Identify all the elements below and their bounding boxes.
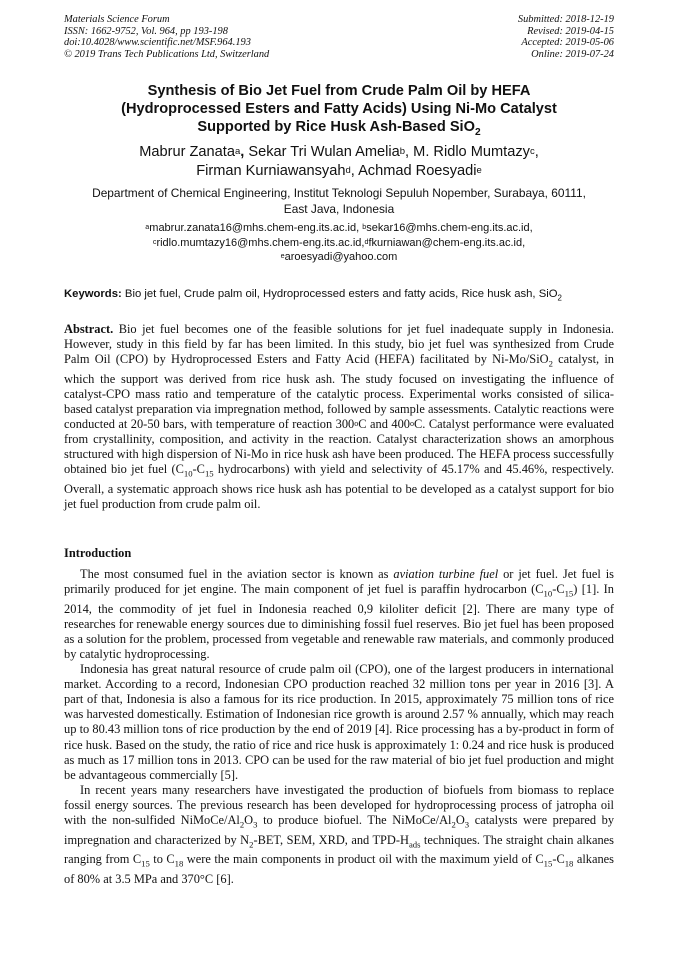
journal-info <box>64 14 269 60</box>
date-online: Online: 2019-07-24 <box>531 48 614 60</box>
abstract: Abstract. Bio jet fuel becomes one of the feasible solutions for jet fuel inadequate supply in Indonesia. However, study in this field by far has been limited. In this study, bio jet fuel was synthesized from Crude Palm Oil (CPO) by Hydroprocessed Esters and Fatty Acid (HEFA) facilitated by Ni-Mo/SiO$_2$ catalyst, in which the support was derived from rice husk ash. The study focused on investigating the influence of catalyst-CPO mass ratio and temperature of the catalytic process. Experimental works consisted of silica-based catalyst preparation via impregnation method, followed by sample assessments. Catalytic reactions were conducted at 20-50 bars, with temperature of reaction 300$^o$C and 400$^o$C. Catalyst performance were evaluated from crystallinity, composition, and activity in the reaction. Catalyst characterization shows an amorphous structured with high dispersion of Ni-Mo in rice husk ash have been produced. The HEFA process successfully obtained bio jet fuel ($C_{10}-C_{15}$ hydrocarbons) with yield and selectivity of 45.17% and 45.46%, respectively. Overall, a systematic approach shows rice husk ash has potential to be developed as a catalyst support for bio jet fuel production from crude palm oil. <box>64 322 615 511</box>
title-line-3: Supported by Rice Husk Ash-Based SiO$_2$ <box>197 119 481 139</box>
author: M. Ridlo Mumtazy <box>413 144 530 160</box>
date-submitted: Submitted: 2018-12-19 <box>517 14 614 25</box>
affiliation: Department of Chemical Engineering, Institut Teknologi Sepuluh Nopember, Surabaya, 60111, East Java, Indonesia <box>92 186 586 216</box>
author: Mabrur Zanata <box>139 144 235 160</box>
paragraph: In recent years many researchers have investigated the production of biofuels from biomass to replace fossil energy sources. The previous research has been developed for hydroprocessing process of jatropha oil with the non-sulfided NiMoCe/$Al_2O_3$ to produce biofuel. The NiMoCe/$Al_2O_3$ catalysts were prepared by impregnation and characterized by $N_2$-BET, SEM, XRD, and TPD-$H_{ads}$ techniques. The straight chain alkanes ranging from $C_{15}$ to $C_{18}$ were the main components in product oil with the maximum yield of $C_{15}-C_{18}$ alkanes of 80% at 3.5 MPa and 370°C [6]. <box>64 782 615 886</box>
keywords-text: Bio jet fuel, Crude palm oil, Hydroprocessed esters and fatty acids, Rice husk ash, SiO <box>124 288 558 300</box>
introduction <box>64 567 614 887</box>
section-heading-introduction: Introduction <box>64 546 132 560</box>
author: Firman Kurniawansyah <box>196 163 346 179</box>
journal-doi[interactable]: doi:10.4028/www.scientific.net/MSF.964.193 <box>64 37 251 49</box>
publication-dates <box>518 14 614 60</box>
email-link[interactable]: aroesyadi@yahoo.com <box>284 251 398 264</box>
paragraph: The most consumed fuel in the aviation sector is known as aviation turbine fuel or jet fuel. Jet fuel is primarily produced for jet engine. The main component of jet fuel is paraffin hydrocarbon $(C_{10}-C_{15})$ [1]. In 2014, the commodity of jet fuel in Indonesia reached 0,9 kiloliter deficit [2]. There are many type of researches for renewable energy sources due to diminishing fossil fuel reserves. Bio jet fuel has been proposed as a solution for the problem, processed from vegetable and renewable raw materials, and commonly produced by catalytic hydroprocessing. <box>64 567 614 661</box>
date-accepted: Accepted: 2019-05-06 <box>521 37 614 49</box>
title-line-1: Synthesis of Bio Jet Fuel from Crude Palm Oil by HEFA <box>147 83 531 99</box>
email-link[interactable]: fkurniawan@chem-eng.its.ac.id <box>368 236 523 249</box>
email-link[interactable]: mabrur.zanata16@mhs.chem-eng.its.ac.id <box>149 222 357 234</box>
author-list: Mabrur Zanata$^a$, Sekar Tri Wulan Amelia$^b$, M. Ridlo Mumtazy$^c$, Firman Kurniawansyah$^d$, Achmad Roesyadi$^e$ <box>139 144 539 179</box>
email-list: $^a$mabrur.zanata16@mhs.chem-eng.its.ac.id, $^b$sekar16@mhs.chem-eng.its.ac.id, $^c$ridlo.mumtazy16@mhs.chem-eng.its.ac.id,$^d$fkurniawan@chem-eng.its.ac.id, $^e$aroesyadi@yahoo.com <box>145 222 533 264</box>
author: Sekar Tri Wulan Amelia <box>248 144 400 160</box>
paragraph: Indonesia has great natural resource of crude palm oil (CPO), one of the largest producers in international market. According to a record, Indonesian CPO production reached 32 million tons per year in 2016 [3]. A part of that, Indonesia is also a famous for its rice production. In 2015, approximately 75 million tons of rice was harvested domestically. Estimation of Indonesian rice growth is around 2.57 % annually, which may reach up to 80.43 million tons of rice production by the end of 2019 [4]. Rice processing has a by-product in form of rice husk. Based on the study, the ratio of rice and rice husk is approximately 1: 0.24 and rice husk is produced as much as 17 million tons in 2013. CPO can be used for the raw material of bio jet fuel production and might be advantageous commercially [5]. <box>64 662 614 782</box>
journal-name: Materials Science Forum <box>64 14 170 25</box>
journal-copyright: © 2019 Trans Tech Publications Ltd, Switzerland <box>64 48 270 60</box>
keywords: Keywords: Bio jet fuel, Crude palm oil, Hydroprocessed esters and fatty acids, Rice husk ash, SiO$_2$ <box>64 288 562 303</box>
paper-title <box>64 82 614 143</box>
journal-issn: ISSN: 1662-9752, Vol. 964, pp 193-198 <box>64 25 228 37</box>
title-line-2: (Hydroprocessed Esters and Fatty Acids) Using Ni-Mo Catalyst <box>121 101 557 118</box>
date-revised: Revised: 2019-04-15 <box>527 25 614 37</box>
abstract-label: Abstract. <box>64 322 114 336</box>
email-link[interactable]: ridlo.mumtazy16@mhs.chem-eng.its.ac.id <box>156 236 362 249</box>
email-link[interactable]: sekar16@mhs.chem-eng.its.ac.id <box>366 222 530 234</box>
author: Achmad Roesyadi <box>358 163 477 179</box>
keywords-label: Keywords: <box>64 288 122 300</box>
